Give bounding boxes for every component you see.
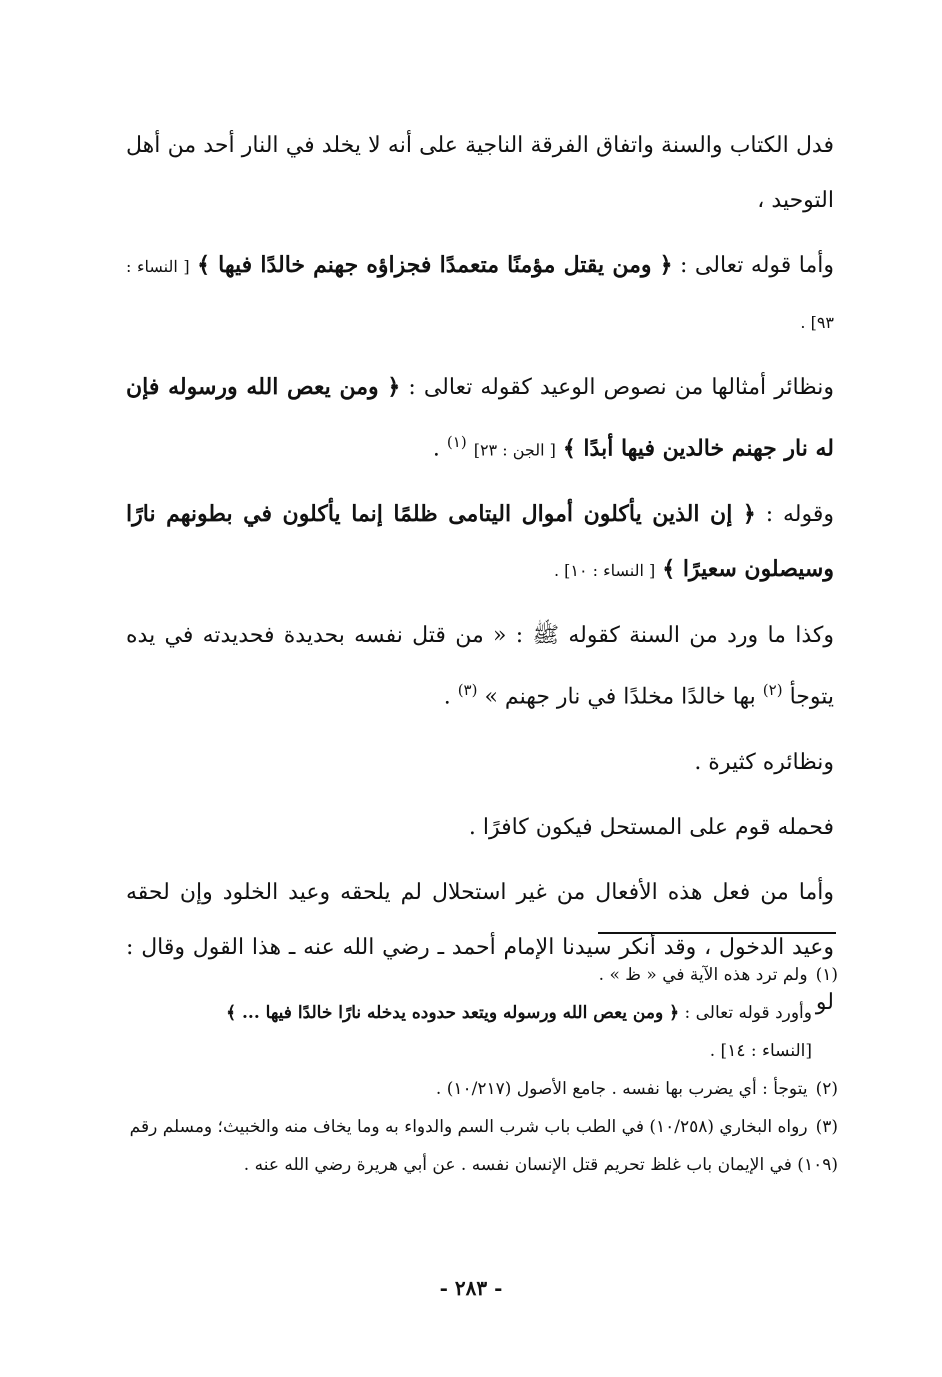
paragraph-4 (126, 487, 834, 598)
footnotes (126, 956, 838, 1184)
quran-verse: ﴿ إن الذين يأكلون أموال اليتامى ظلمًا إنما يأكلون في بطونهم نارًا وسيصلون سعيرًا ﴾ (126, 501, 834, 583)
main-text (126, 118, 834, 1030)
quran-verse: ﴿ ومن يعص الله ورسوله فإن له نار جهنم خالدين فيها أبدًا ﴾ (126, 374, 834, 462)
verse-reference: [النساء : ١٤] . (709, 1041, 812, 1061)
footnote-2 (126, 1070, 838, 1108)
footnote-1-continued (126, 994, 838, 1032)
footnote-marker: (٣) (457, 681, 478, 700)
sentence-end: . (432, 436, 440, 462)
verse-reference: [ النساء : ٩٣] . (126, 257, 834, 332)
verse-reference: [ الجن : ٢٣] (473, 440, 556, 460)
footnote-text: ولم ترد هذه الآية في « ظ » . (598, 965, 808, 985)
page-number: - ٢٨٣ - (439, 1276, 503, 1300)
paragraph-text: وأما من فعل هذه الأفعال من غير استحلال لم يلحقه وعيد الخلود وإن لحقه وعيد الدخول ، وقد أنكر سيدنا الإمام أحمد ـ رضي الله عنه ـ هذا القول وقال : لو (126, 879, 834, 1015)
verse-reference: [ النساء : ١٠] . (553, 561, 656, 581)
footnote-number: (٢) (815, 1079, 838, 1099)
footnote-1-reference (126, 1032, 838, 1070)
footnote-1 (126, 956, 838, 994)
footnote-3 (126, 1108, 838, 1184)
footnote-marker: (٢) (762, 681, 783, 700)
quran-verse: ﴿ ومن يقتل مؤمنًا متعمدًا فجزاؤه جهنم خالدًا فيها ﴾ (197, 252, 673, 278)
footnote-divider (598, 932, 836, 934)
paragraph-intro: وقوله : (765, 502, 834, 528)
paragraph-2 (126, 238, 834, 350)
paragraph-1 (126, 118, 834, 228)
paragraph-6 (126, 735, 834, 790)
footnote-text: رواه البخاري (١٠/٢٥٨) في الطب باب شرب السم والدواء به وما يخاف منه والخبيث؛ ومسلم رقم (١٠٩) في الإيمان باب غلظ تحريم قتل الإنسان نفسه . عن أبي هريرة رضي الله عنه . (129, 1117, 838, 1175)
paragraph-text: فدل الكتاب والسنة واتفاق الفرقة الناجية على أنه لا يخلد في النار أحد من أهل التوحيد ، (126, 133, 834, 213)
hadith-text: وكذا ما ورد من السنة كقوله ﷺ : « من قتل نفسه بحديدة فحديدته في يده يتوجأ (126, 623, 834, 710)
sentence-end: . (443, 684, 451, 710)
paragraph-intro: وأما قوله تعالى : (680, 253, 834, 278)
paragraph-5 (126, 608, 834, 724)
footnote-number: (١) (815, 965, 838, 985)
footnote-text: وأورد قوله تعالى : (684, 1003, 812, 1023)
footnote-text: يتوجأ : أي يضرب بها نفسه . جامع الأصول (١٠/٢١٧) . (435, 1079, 808, 1099)
hadith-text-continued: بها خالدًا مخلدًا في نار جهنم » (484, 684, 756, 710)
paragraph-text: ونظائره كثيرة . (694, 749, 834, 775)
footnote-number: (٣) (815, 1117, 838, 1137)
quran-verse: ﴿ ومن يعص الله ورسوله ويتعد حدوده يدخله نارًا خالدًا فيها ... ﴾ (226, 1003, 680, 1023)
paragraph-intro: ونظائر أمثالها من نصوص الوعيد كقوله تعالى : (408, 375, 834, 400)
paragraph-3 (126, 360, 834, 477)
footnote-marker: (١) (446, 433, 467, 451)
paragraph-7 (126, 800, 834, 855)
paragraph-text: فحمله قوم على المستحل فيكون كافرًا . (468, 814, 834, 840)
